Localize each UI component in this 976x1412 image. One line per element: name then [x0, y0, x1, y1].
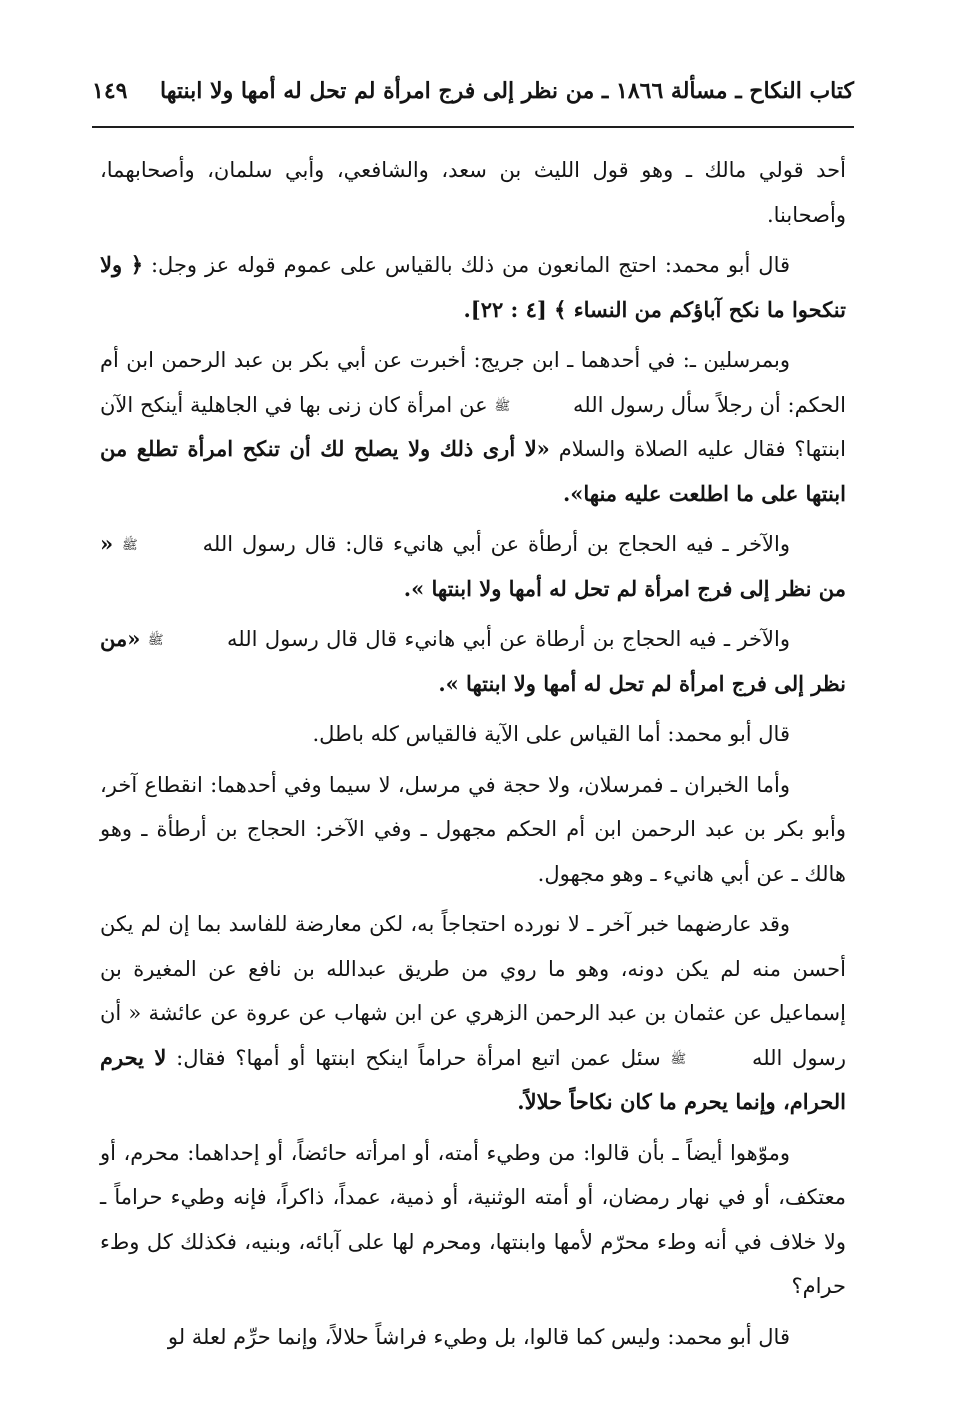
text-segment: سئل عمن اتبع امرأة حراماً اينكح ابنتها أو أمها؟ فقال:: [166, 1045, 671, 1070]
salla-honorific-glyph: ﷺ: [147, 633, 164, 648]
paragraph: [100, 243, 846, 332]
paragraph: [100, 763, 846, 897]
text-segment: [140, 627, 147, 651]
text-segment: وموّهوا أيضاً ـ بأن قالوا: من وطيء أمته، أو امرأته حائضاً، أو إحداهما: محرم، أو معتكف، أو في نهار رمضان، أو أمته الوثنية، أو ذمية، عمداً، ذاكراً، فإنه وطيء حراماً ـ ولا خلاف في أنه وطء محرّم لأمها وابنتها، ومحرم لها على آبائه، وبنيه، فكذلك كل وطء حرام؟: [100, 1140, 846, 1298]
bold-quotation: لا يحرم الحرام، وإنما يحرم ما كان نكاحاً حلالاً.: [100, 1044, 846, 1114]
text-segment: والآخر ـ فيه الحجاج بن أرطاة عن أبي هانيء قال قال رسول الله: [219, 627, 790, 651]
paragraph: [100, 338, 846, 516]
text-segment: عن امرأة كان زنى بها في الجاهلية أينكح الآن ابنتها؟ فقال عليه الصلاة والسلام: [100, 392, 846, 461]
text-segment: قال أبو محمد: أما القياس على الآية فالقياس كله باطل.: [312, 722, 790, 746]
salla-honorific-glyph: ﷺ: [494, 398, 511, 414]
paragraph: [100, 902, 846, 1125]
running-header: [92, 66, 854, 116]
text-segment: قال أبو محمد: احتج المانعون من ذلك بالقياس على عموم قوله عز وجل:: [143, 253, 791, 277]
text-segment: قال أبو محمد: وليس كما قالوا، بل وطيء فراشاً حلالاً، وإنما حرِّم لعلة لو: [167, 1324, 790, 1349]
salla-honorific-glyph: ﷺ: [670, 1051, 687, 1067]
bold-quotation: « من نظر إلى فرج امرأة لم تحل له أمها ولا ابنتها ».: [100, 531, 846, 601]
page-number: ١٤٩: [92, 78, 128, 104]
bold-quotation: «لا أرى ذلك ولا يصلح لك أن تنكح امرأة تطلع من ابنتها على ما اطلعت عليه منها».: [100, 436, 846, 506]
text-segment: أحد قولي مالك ـ وهو قول الليث بن سعد، والشافعي، وأبي سلمان، وأصحابهما، وأصحابنا.: [100, 158, 846, 227]
paragraph: [100, 712, 846, 757]
text-segment: وأما الخبران ـ فمرسلان، ولا حجة في مرسل، لا سيما وفي أحدهما: انقطاع آخر، وأبو بكر بن عبد الرحمن ابن أم الحكم مجهول ـ وفي الآخر: الحجاج بن أرطأة ـ وهو هالك ـ عن أبي هانيء ـ وهو مجهول.: [100, 772, 846, 886]
paragraph: [100, 522, 846, 611]
paragraph: [100, 1131, 846, 1309]
header-divider: [92, 126, 854, 128]
paragraph: [100, 617, 846, 706]
paragraph: [100, 1315, 846, 1360]
header-title: كتاب النكاح ـ مسألة ١٨٦٦ ـ من نظر إلى فرج امرأة لم تحل له أمها ولا ابنتها: [160, 78, 854, 104]
paragraph: [100, 148, 846, 237]
text-segment: وقد عارضهما خبر آخر ـ لا نورده احتجاجاً به، لكن معارضة للفاسد بما إن لم يكن أحسن منه لم يكن دونه، وهو ما روي من طريق عبدالله بن نافع عن المغيرة بن إسماعيل عن عثمان بن عبد الرحمن الزهري عن ابن شهاب عن عروة عن عائشة « أن رسول الله: [100, 912, 847, 1070]
bold-quotation: «من نظر إلى فرج امرأة لم تحل له أمها ولا ابنتها ».: [100, 626, 846, 696]
text-segment: [113, 532, 122, 556]
text-segment: والآخر ـ فيه الحجاج بن أرطأة عن أبي هانيء قال: قال رسول الله: [193, 532, 791, 556]
body-text: [100, 148, 846, 1359]
bold-quotation: ﴿ ولا تنكحوا ما نكح آباؤكم من النساء ﴾ [٤ : ٢٢].: [100, 252, 846, 322]
salla-honorific-glyph: ﷺ: [122, 538, 138, 553]
text-segment: وبمرسلين ـ: في أحدهما ـ ابن جريج: أخبرت عن أبي بكر بن عبد الرحمن ابن أم الحكم: أن رجلاً سأل رسول الله: [100, 348, 846, 417]
